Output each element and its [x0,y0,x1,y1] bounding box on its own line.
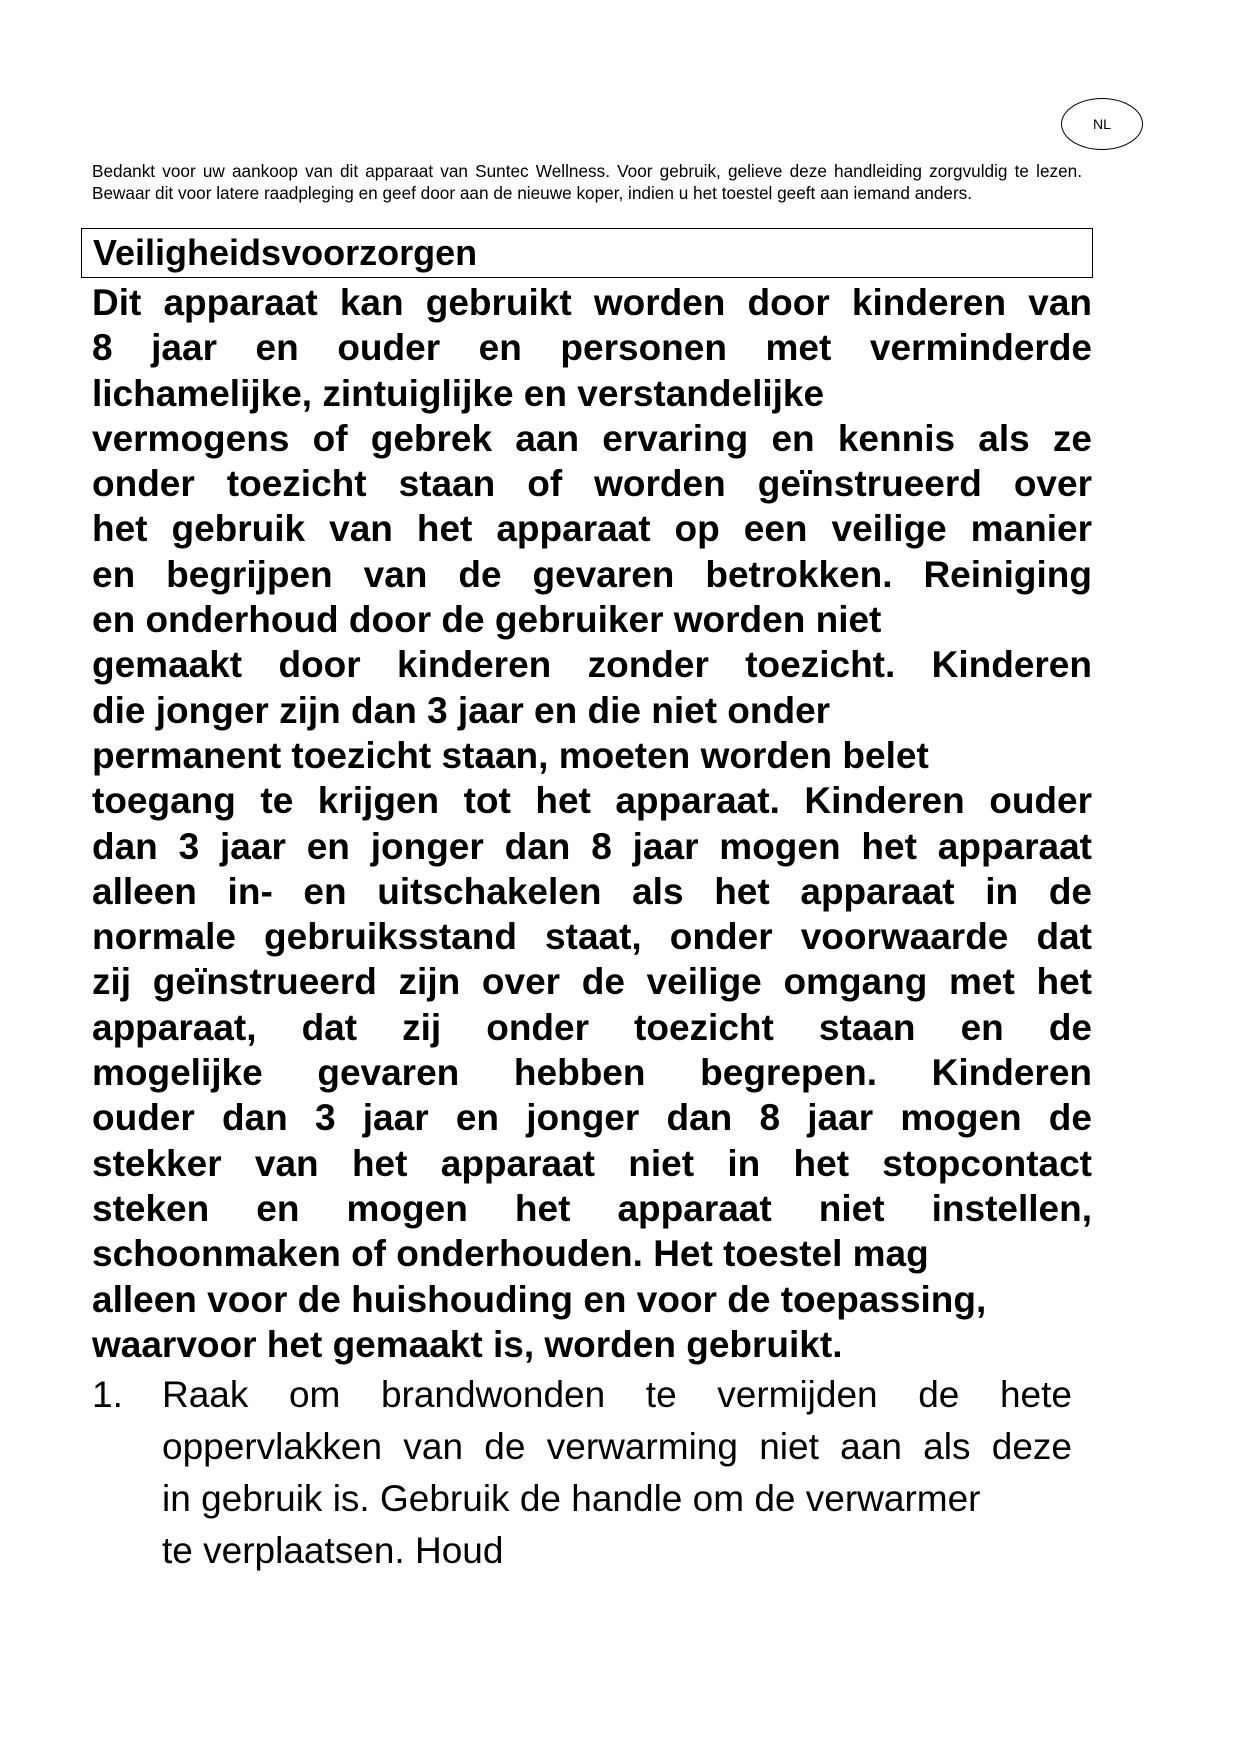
list-item-text [162,1369,1072,1577]
warning-line: en begrijpen van de gevaren betrokken. Reiniging [92,553,1092,595]
warning-line: stekker van het apparaat niet in het stopcontact [92,1142,1092,1184]
intro-paragraph: Bedankt voor uw aankoop van dit apparaat van Suntec Wellness. Voor gebruik, gelieve deze handleiding zorgvuldig te lezen. Bewaar dit voor latere raadpleging en geef door aan de nieuwe koper, indien u het toestel geeft aan iemand anders. [92,161,1082,203]
warning-line: permanent toezicht staan, moeten worden belet [92,734,929,776]
list-item [92,1369,1072,1577]
warning-line: apparaat, dat zij onder toezicht staan en de [92,1006,1092,1048]
list-item-line: oppervlakken van de verwarming niet aan als deze [162,1426,1072,1467]
warning-line: alleen voor de huishouding en voor de toepassing, [92,1278,987,1320]
list-item-line: Raak om brandwonden te vermijden de hete [162,1374,1072,1415]
warning-line: onder toezicht staan of worden geïnstrueerd over [92,463,1092,505]
warning-line: zij geïnstrueerd zijn over de veilige omgang met het [92,961,1092,1003]
warning-line: normale gebruiksstand staat, onder voorwaarde dat [92,916,1092,958]
warning-line: alleen in- en uitschakelen als het apparaat in de [92,870,1092,912]
warning-line: schoonmaken of onderhouden. Het toestel mag [92,1233,929,1275]
warning-line: 8 jaar en ouder en personen met verminderde [92,327,1092,369]
section-heading-box [81,228,1093,278]
warning-line: waarvoor het gemaakt is, worden gebruikt. [92,1323,843,1365]
list-item-line: in gebruik is. Gebruik de handle om de verwarmer [162,1478,981,1519]
language-badge [1061,98,1143,150]
warning-line: ouder dan 3 jaar en jonger dan 8 jaar mogen de [92,1097,1092,1139]
warning-line: dan 3 jaar en jonger dan 8 jaar mogen het apparaat [92,825,1092,867]
language-code: NL [1093,116,1111,132]
warning-line: lichamelijke, zintuiglijke en verstandelijke [92,372,825,414]
warning-line: toegang te krijgen tot het apparaat. Kinderen ouder [92,780,1092,822]
warning-line: gemaakt door kinderen zonder toezicht. Kinderen [92,644,1092,686]
list-item-number: 1. [92,1374,123,1415]
warning-line: vermogens of gebrek aan ervaring en kennis als ze [92,417,1092,459]
warning-line: steken en mogen het apparaat niet instellen, [92,1187,1092,1229]
safety-warning-paragraph [92,280,1092,1367]
warning-line: en onderhoud door de gebruiker worden niet [92,599,882,641]
warning-line: die jonger zijn dan 3 jaar en die niet onder [92,689,831,731]
warning-line: het gebruik van het apparaat op een veilige manier [92,508,1092,550]
warning-line: mogelijke gevaren hebben begrepen. Kinderen [92,1052,1092,1094]
warning-line: Dit apparaat kan gebruikt worden door kinderen van [92,282,1092,323]
safety-instructions-list [92,1369,1072,1577]
list-item-line: te verplaatsen. Houd [162,1530,504,1571]
section-title: Veiligheidsvoorzorgen [93,232,478,273]
